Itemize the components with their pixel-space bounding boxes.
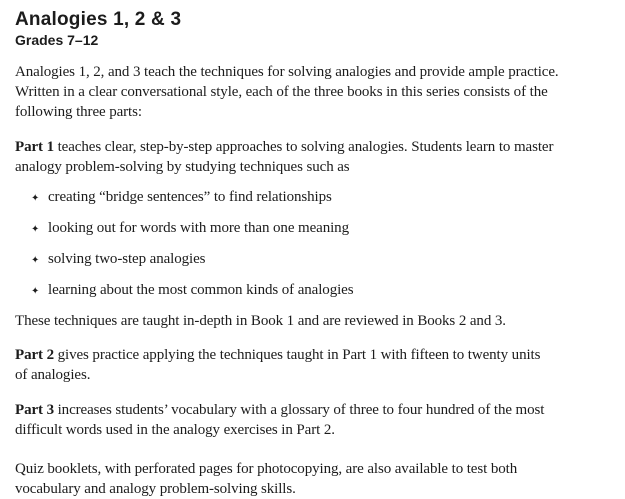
list-item — [15, 218, 617, 240]
page-title: Analogies 1, 2 & 3 — [15, 9, 182, 30]
grade-level: Grades 7–12 — [15, 32, 99, 48]
intro-paragraph — [15, 62, 617, 122]
paragraph-line: following three parts: — [15, 104, 142, 120]
list-item-text: creating “bridge sentences” to find relationships — [48, 189, 332, 205]
part2-label: Part 2 — [15, 347, 54, 363]
paragraph-text: increases students’ vocabulary with a glossary of three to four hundred of the most — [53, 402, 545, 418]
list-item-text: solving two-step analogies — [48, 251, 206, 267]
paragraph-line: Written in a clear conversational style, each of the three books in this series consists of the — [15, 84, 548, 100]
paragraph-line: Quiz booklets, with perforated pages for photocopying, are also available to test both — [15, 461, 518, 477]
list-item — [15, 280, 617, 302]
list-item — [15, 249, 617, 271]
paragraph-line: These techniques are taught in-depth in Book 1 and are reviewed in Books 2 and 3. — [15, 313, 506, 329]
diamond-bullet-icon: ✦ — [31, 224, 40, 235]
list-item-text: looking out for words with more than one meaning — [48, 220, 349, 236]
paragraph-line: analogy problem-solving by studying techniques such as — [15, 159, 350, 175]
part3-paragraph — [15, 400, 617, 440]
review-note-paragraph — [15, 311, 617, 331]
diamond-bullet-icon: ✦ — [31, 193, 40, 204]
paragraph-line: Analogies 1, 2, and 3 teach the techniques for solving analogies and provide ample practice. — [15, 64, 559, 80]
techniques-list — [15, 187, 617, 302]
paragraph-text: gives practice applying the techniques taught in Part 1 with fifteen to twenty units — [53, 347, 541, 363]
list-item — [15, 187, 617, 209]
diamond-bullet-icon: ✦ — [31, 255, 40, 266]
paragraph-text: teaches clear, step-by-step approaches to solving analogies. Students learn to master — [53, 139, 554, 155]
paragraph-line — [15, 400, 617, 420]
part1-label: Part 1 — [15, 139, 54, 155]
paragraph-line: vocabulary and analogy problem-solving skills. — [15, 481, 296, 497]
quiz-note-paragraph — [15, 459, 617, 499]
part3-label: Part 3 — [15, 402, 54, 418]
list-item-text: learning about the most common kinds of analogies — [48, 282, 354, 298]
part2-paragraph — [15, 345, 617, 385]
diamond-bullet-icon: ✦ — [31, 286, 40, 297]
paragraph-line: of analogies. — [15, 367, 91, 383]
paragraph-line: difficult words used in the analogy exercises in Part 2. — [15, 422, 335, 438]
paragraph-line — [15, 137, 617, 157]
paragraph-line — [15, 345, 617, 365]
part1-paragraph — [15, 137, 617, 177]
